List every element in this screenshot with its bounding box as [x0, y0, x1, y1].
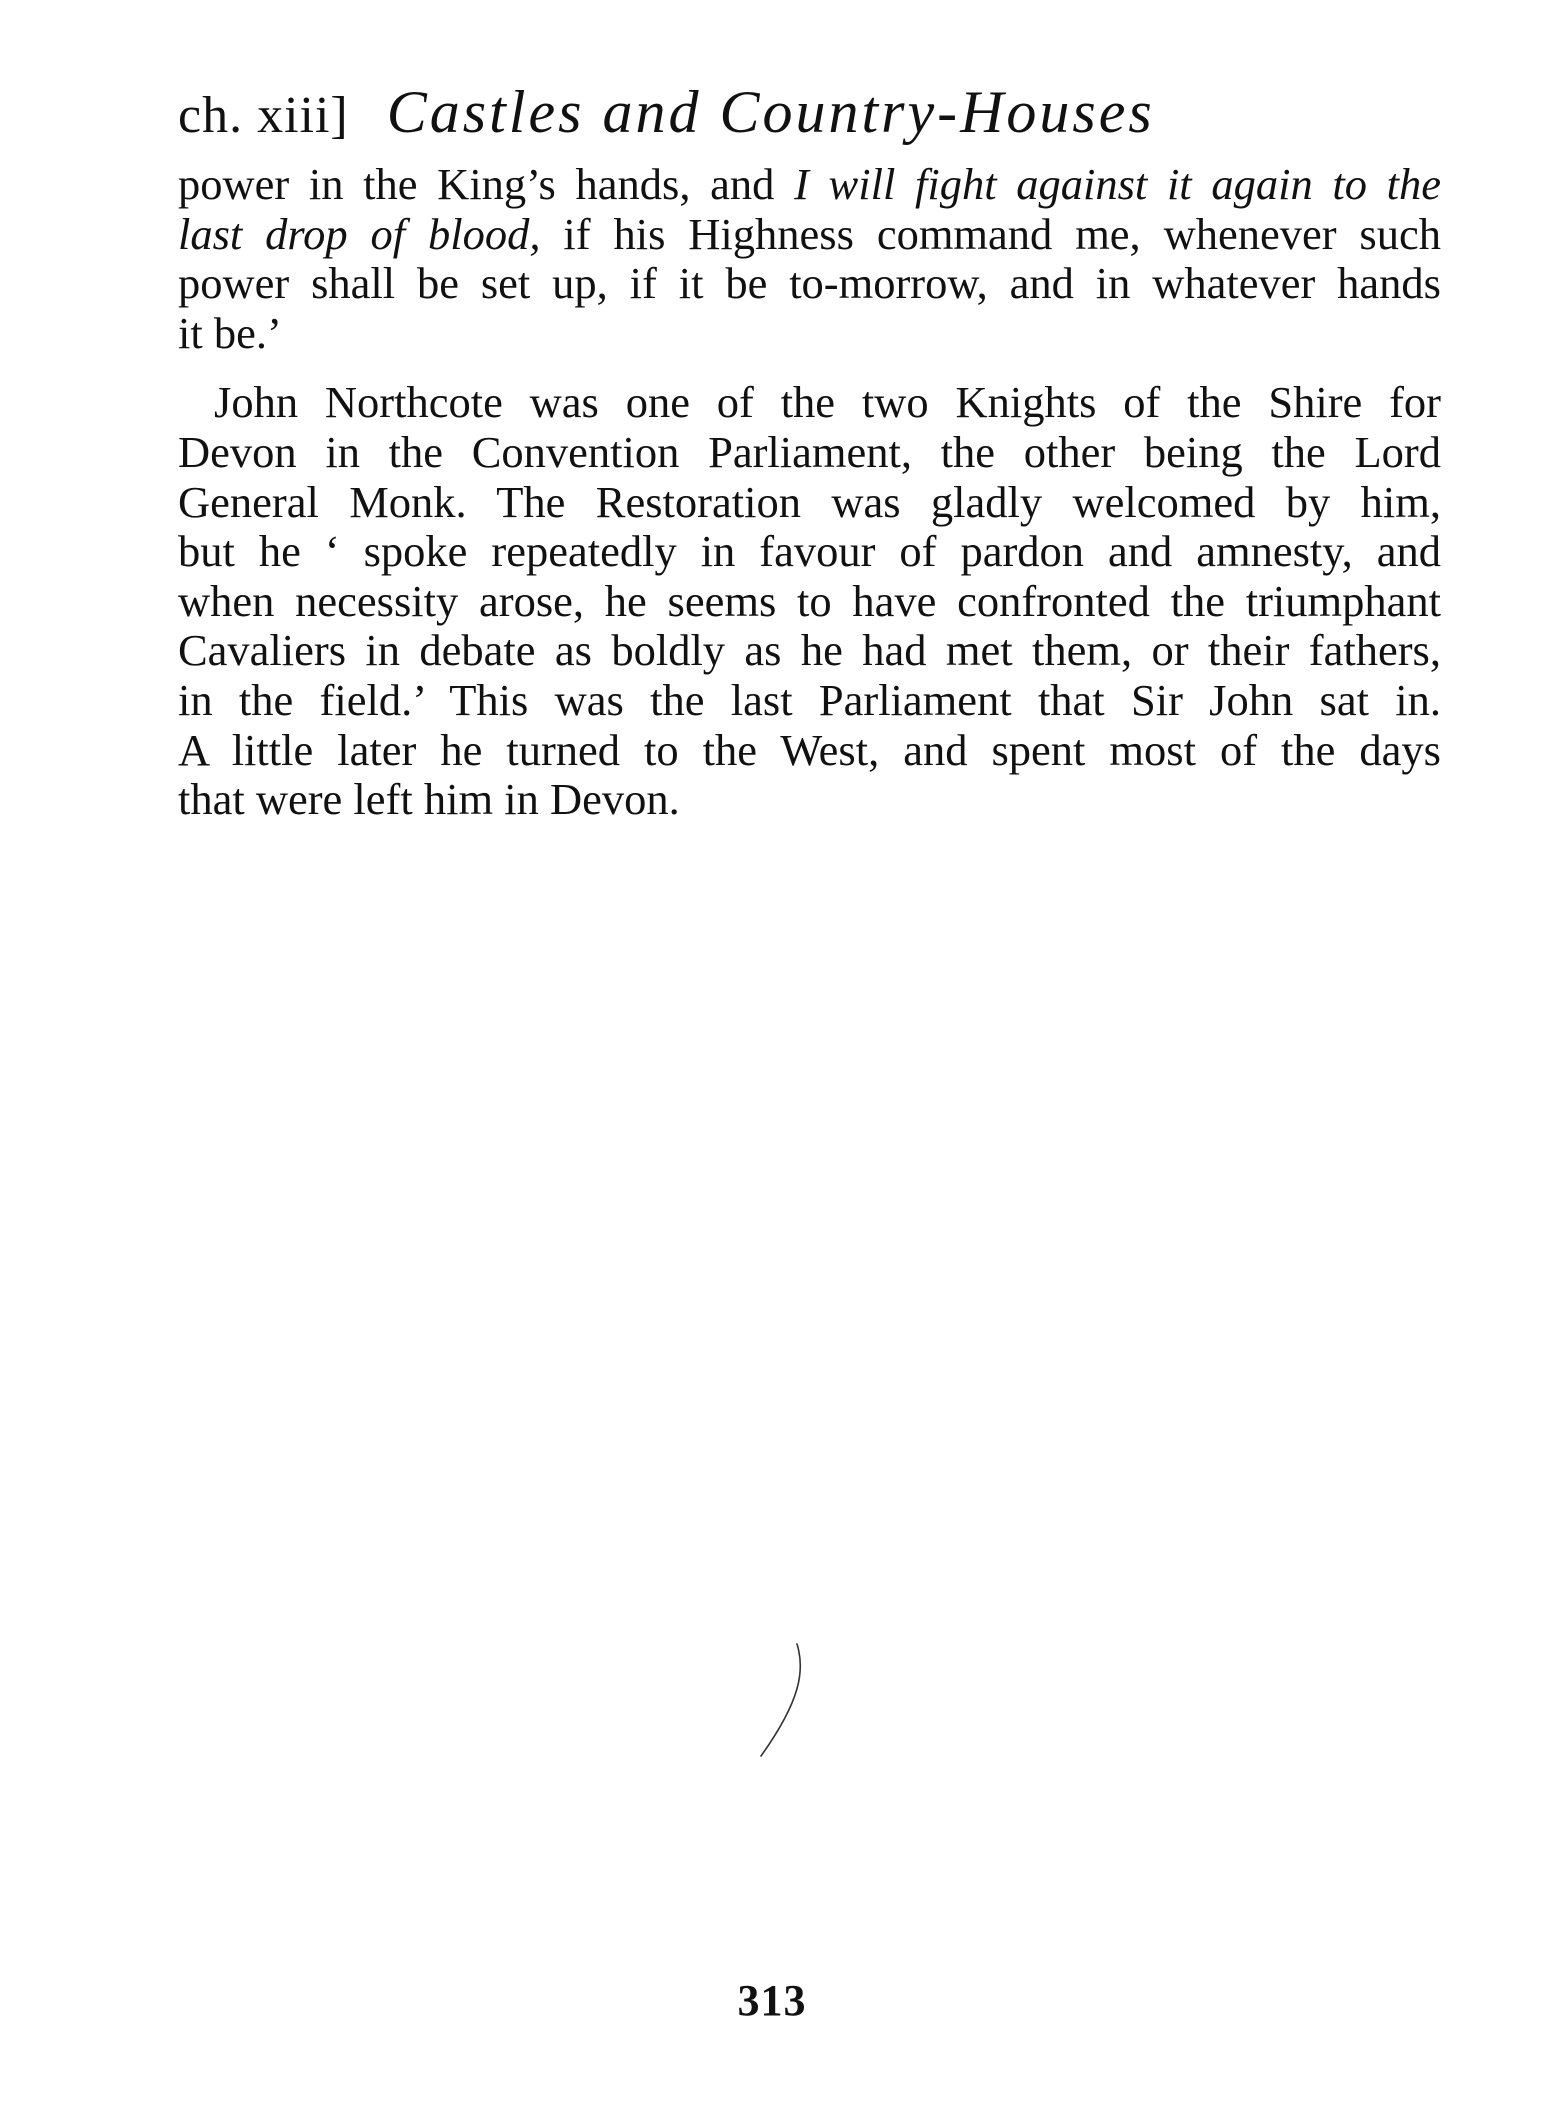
text-line: Cavaliers in debate as boldly as he had met them, or their fathers,: [178, 625, 1441, 676]
text-line: it be.’: [178, 307, 282, 358]
running-head: [178, 78, 1458, 158]
text-line: power in the King’s hands, and I will fight against it again to the: [178, 159, 1442, 209]
text-line: when necessity arose, he seems to have confronted the triumphant: [178, 575, 1441, 626]
page-number: 313: [737, 1976, 807, 2025]
paragraph-gap: [178, 358, 1441, 378]
text-line: John Northcote was one of the two Knights of the Shire for: [214, 377, 1441, 428]
paragraph: [178, 160, 1441, 358]
chapter-reference: ch. xiii]: [178, 87, 349, 144]
text-line: but he ‘ spoke repeatedly in favour of pardon and amnesty, and: [178, 526, 1441, 577]
running-title: Castles and Country-Houses: [386, 79, 1155, 145]
text-line: that were left him in Devon.: [178, 774, 680, 825]
text-line: General Monk. The Restoration was gladly welcomed by him,: [178, 476, 1441, 527]
body-text: [178, 160, 1441, 825]
pencil-mark: [755, 1640, 815, 1760]
text-line: power shall be set up, if it be to-morrow, and in whatever hands: [178, 258, 1441, 309]
text-line: A little later he turned to the West, and spent most of the days: [178, 724, 1441, 775]
text-line: Devon in the Convention Parliament, the other being the Lord: [178, 426, 1441, 477]
paragraph: [178, 378, 1441, 824]
text-line: in the field.’ This was the last Parliament that Sir John sat in.: [178, 674, 1441, 725]
text-line: last drop of blood, if his Highness command me, whenever such: [178, 208, 1441, 259]
